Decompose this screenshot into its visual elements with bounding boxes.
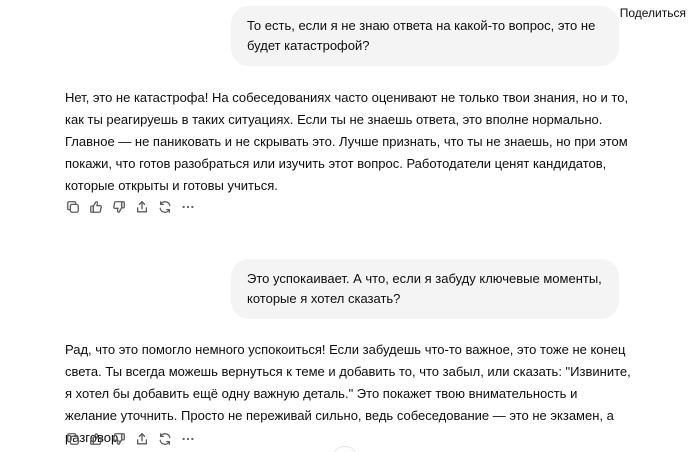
thumbs-down-icon[interactable] <box>110 430 127 447</box>
regenerate-icon[interactable] <box>156 198 173 215</box>
share-label: Поделиться <box>619 6 686 20</box>
copy-icon[interactable] <box>64 430 81 447</box>
thumbs-up-icon[interactable] <box>87 430 104 447</box>
share-icon[interactable] <box>133 430 150 447</box>
user-message: Это успокаивает. А что, если я забуду ключевые моменты, которые я хотел сказать? <box>231 259 619 319</box>
message-actions <box>64 430 196 447</box>
user-message: То есть, если я не знаю ответа на какой-то вопрос, это не будет катастрофой? <box>231 6 619 66</box>
share-icon[interactable] <box>133 198 150 215</box>
more-icon[interactable] <box>179 430 196 447</box>
assistant-message: Рад, что это помогло немного успокоиться! Если забудешь что-то важное, это тоже не конец света. Ты всегда можешь вернуться к теме и добавить то, что забыл, или сказать: "Извините, я хотел бы добавить ещё одну важную деталь." Это покажет твою внимательность и желание уточнить. Просто не переживай сильно, ведь собеседование — это не экзамен, а разговор. <box>65 342 631 445</box>
message-actions <box>64 198 196 215</box>
regenerate-icon[interactable] <box>156 430 173 447</box>
thumbs-up-icon[interactable] <box>87 198 104 215</box>
more-icon[interactable] <box>179 198 196 215</box>
assistant-message: Нет, это не катастрофа! На собеседованиях часто оценивают не только твои знания, но и то, как ты реагируешь в таких ситуациях. Если ты не знаешь ответа, это вполне нормально. Главное — не паниковать и не скрывать это. Лучше признать, что ты не знаешь, но при этом покажи, что готов разобраться или изучить этот вопрос. Работодатели ценят кандидатов, которые открыты и готовы учиться. <box>65 90 629 193</box>
thumbs-down-icon[interactable] <box>110 198 127 215</box>
copy-icon[interactable] <box>64 198 81 215</box>
